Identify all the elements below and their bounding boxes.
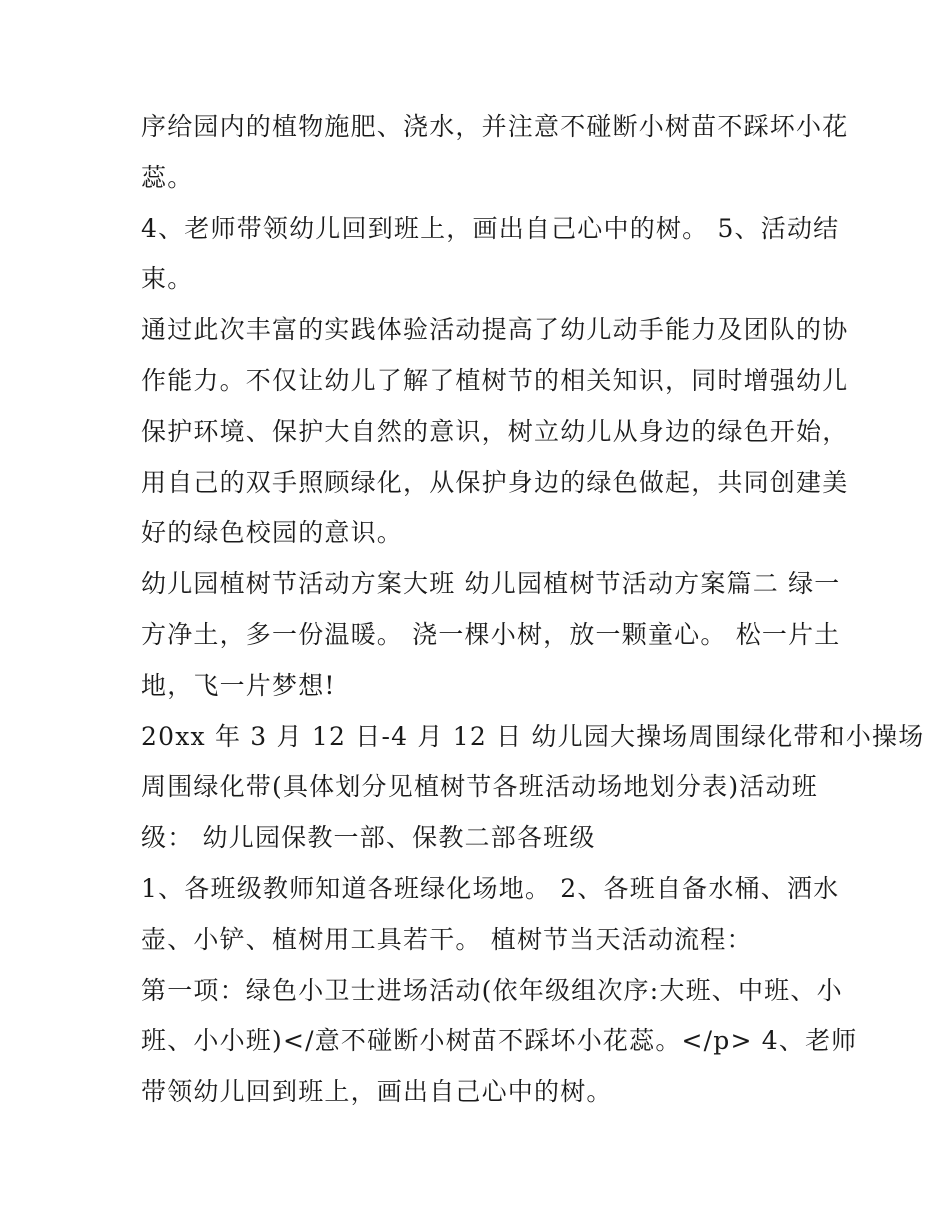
text-line: 幼儿园植树节活动方案大班 幼儿园植树节活动方案篇二 绿一	[141, 569, 841, 599]
text-line: 方净土，多一份温暖。 浇一棵小树，放一颗童心。 松一片土	[141, 619, 841, 649]
text-line: 蕊。	[141, 162, 194, 192]
text-line: 保护环境、保护大自然的意识，树立幼儿从身边的绿色开始，	[141, 416, 849, 446]
text-line: 通过此次丰富的实践体验活动提高了幼儿动手能力及团队的协	[141, 315, 849, 345]
text-line: 级： 幼儿园保教一部、保教二部各班级	[141, 823, 596, 853]
text-line: 4、老师带领幼儿回到班上，画出自己心中的树。 5、活动结	[141, 213, 840, 243]
text-line: 班、小小班)</意不碰断小树苗不踩坏小花蕊。</p> 4、老师	[141, 1026, 858, 1056]
text-line: 带领幼儿回到班上，画出自己心中的树。	[141, 1077, 613, 1107]
text-line: 20xx 年 3 月 12 日-4 月 12 日 幼儿园大操场周围绿化带和小操场	[141, 721, 925, 751]
text-line: 束。	[141, 264, 194, 294]
text-line: 用自己的双手照顾绿化，从保护身边的绿色做起，共同创建美	[141, 467, 849, 497]
text-line: 1、各班级教师知道各班绿化场地。 2、各班自备水桶、洒水	[141, 873, 840, 903]
text-line: 周围绿化带(具体划分见植树节各班活动场地划分表)活动班	[141, 772, 818, 802]
text-line: 壶、小铲、植树用工具若干。 植树节当天活动流程：	[141, 924, 753, 954]
text-line: 地，飞一片梦想!	[141, 670, 336, 700]
text-line: 第一项：绿色小卫士进场活动(依年级组次序:大班、中班、小	[141, 975, 843, 1005]
text-line: 好的绿色校园的意识。	[141, 518, 404, 548]
document-body	[141, 102, 925, 1118]
text-line: 作能力。不仅让幼儿了解了植树节的相关知识，同时增强幼儿	[141, 365, 849, 395]
text-line: 序给园内的植物施肥、浇水，并注意不碰断小树苗不踩坏小花	[141, 112, 849, 141]
